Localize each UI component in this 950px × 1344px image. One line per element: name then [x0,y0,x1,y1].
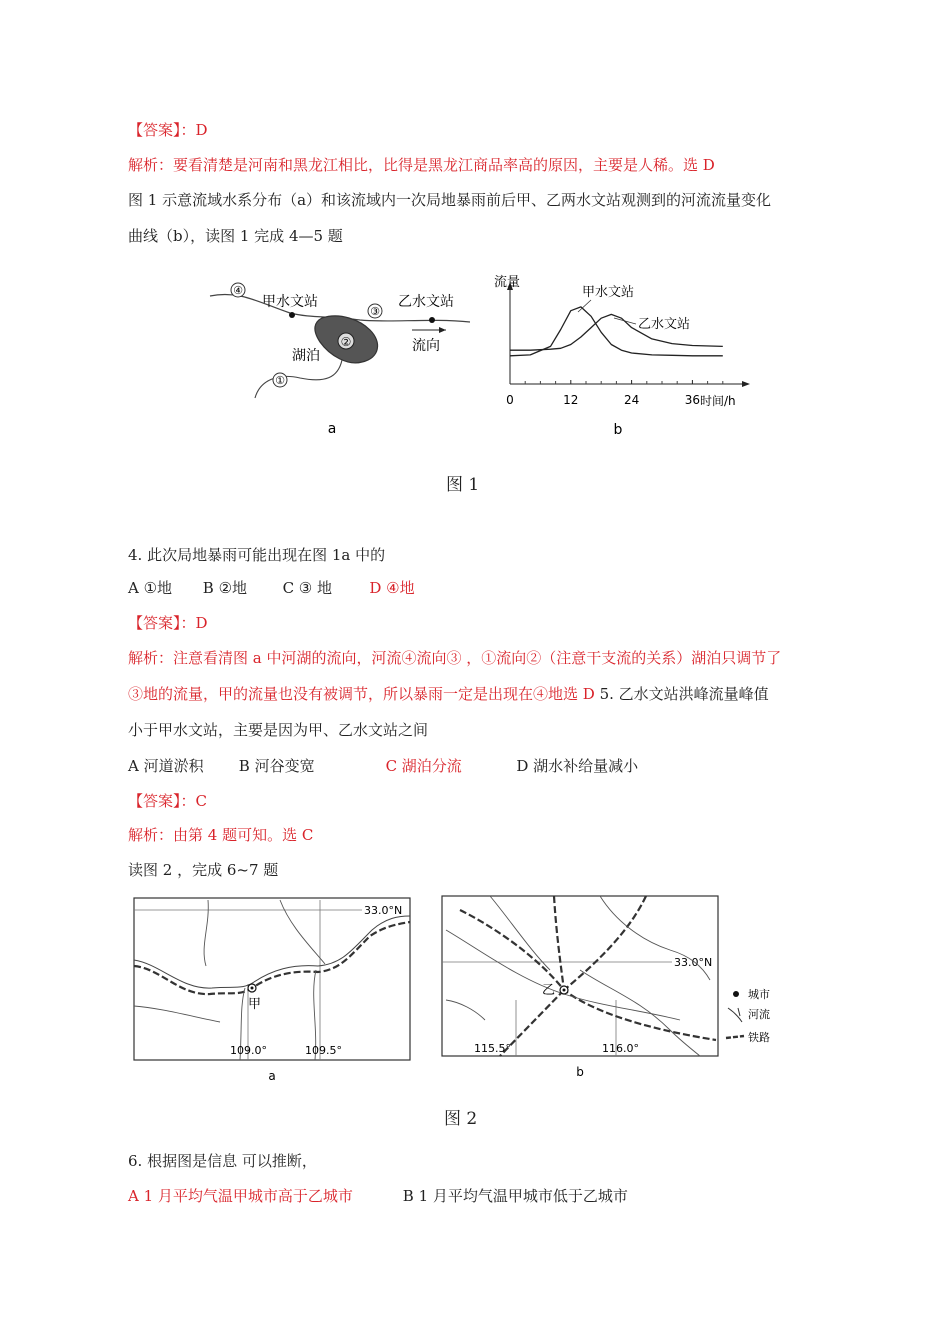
intro1-line2: 曲线（b），读图 1 完成 4—5 题 [128,227,343,245]
fig2a-lon2: 109.5° [305,1044,342,1057]
x-tick-label: 24 [623,393,640,407]
q4-option-c: C ③ 地 [282,579,333,597]
intro2-line: 读图 2 ，完成 6~7 题 [128,861,279,879]
fig2b-lon2: 116.0° [602,1042,639,1055]
q3-answer: 【答案】：D [128,121,208,139]
q4-analysis-1: 解析：注意看清图 a 中河湖的流向，河流④流向③ ，①流向②（注意干支流的关系）湖泊只调节了 [128,649,782,667]
q6-options [128,1186,628,1206]
q5-answer: 【答案】：C [128,792,207,810]
q5-option-c: C 湖泊分流 [385,757,462,775]
q5-option-d: D 湖水补给量减小 [516,757,639,775]
fig2b-city: 乙 [542,983,556,998]
label-station-jia: 甲水文站 [262,294,318,310]
q4-q5-line [128,684,769,704]
q5-analysis: 解析：由第 4 题可知。选 C [128,826,314,844]
q4-option-b: B ②地 [202,579,248,597]
figure-1-caption: 图 1 [446,475,480,495]
figure-1b [488,266,763,445]
marker-1: ① [275,374,285,387]
marker-4: ④ [233,284,243,297]
q3-analysis: 解析：要看清楚是河南和黑龙江相比，比得是黑龙江商品率高的原因，主要是人稀。选 D [128,156,715,174]
label-station-yi: 乙水文站 [398,294,454,310]
intro1-line1: 图 1 示意流域水系分布（a）和该流域内一次局地暴雨前后甲、乙两水文站观测到的河流流量变化 [128,191,772,209]
x-tick-label: 0 [506,393,514,407]
legend-river-icon [728,1008,742,1022]
q5-option-b: B 河谷变宽 [238,757,315,775]
label-flow: 流向 [412,338,440,354]
q4-option-a: A ①地 [128,579,173,597]
q4-answer: 【答案】：D [128,614,208,632]
fig2a-lat: 33.0°N [364,904,403,917]
q6-stem: 6. 根据图是信息 可以推断， [128,1152,317,1170]
marker-2: ② [340,335,352,349]
figure-2a [130,896,415,1100]
q4-option-d: D ④地 [369,579,415,597]
q6-option-a: A 1 月平均气温甲城市高于乙城市 [128,1187,353,1205]
q5-option-a: A 河道淤积 [128,757,204,775]
figure-1b-label: b [613,422,623,438]
q5-options [128,756,638,776]
marker-3: ③ [370,305,380,318]
x-tick-label: 12 [563,393,579,407]
label-lake: 湖泊 [292,348,320,364]
figure-2a-label: a [268,1069,276,1083]
figure-1a-label: a [327,421,337,437]
legend-rail-icon [726,1036,744,1038]
q4-options [128,578,415,598]
figure-2b-label: b [576,1065,584,1079]
series-label-jia: 甲水文站 [582,285,635,300]
series-line-yi [510,314,723,350]
chart-xlabel: 时间/h [700,394,736,408]
series-line-jia [510,307,723,356]
legend-river: 河流 [748,1008,770,1021]
legend-rail: 铁路 [748,1031,770,1044]
figure-2b [440,890,785,1094]
fig2b-lat: 33.0°N [674,956,713,969]
figure-2-caption: 图 2 [444,1109,478,1129]
legend-city-icon [733,991,739,997]
chart-ylabel: 流量 [494,275,521,290]
station-yi-dot [429,317,435,323]
station-jia-dot [289,312,295,318]
legend-city: 城市 [748,988,770,1001]
q6-option-b: B 1 月平均气温甲城市低于乙城市 [402,1187,628,1205]
fig2b-lon1: 115.5° [474,1042,511,1055]
figure-1a [200,268,485,452]
fig2a-lon1: 109.0° [230,1044,267,1057]
q5-stem-1: 5. 乙水文站洪峰流量峰值 [599,685,769,703]
fig2a-city: 甲 [248,997,262,1012]
series-label-yi: 乙水文站 [638,317,691,332]
q4-analysis-2: ③地的流量，甲的流量也没有被调节，所以暴雨一定是出现在④地选 D [128,685,595,703]
x-tick-label: 36 [684,393,701,407]
q4-stem: 4. 此次局地暴雨可能出现在图 1a 中的 [128,546,386,564]
q5-stem-2: 小于甲水文站，主要是因为甲、乙水文站之间 [128,721,429,739]
flow-arrow-icon [439,327,446,333]
